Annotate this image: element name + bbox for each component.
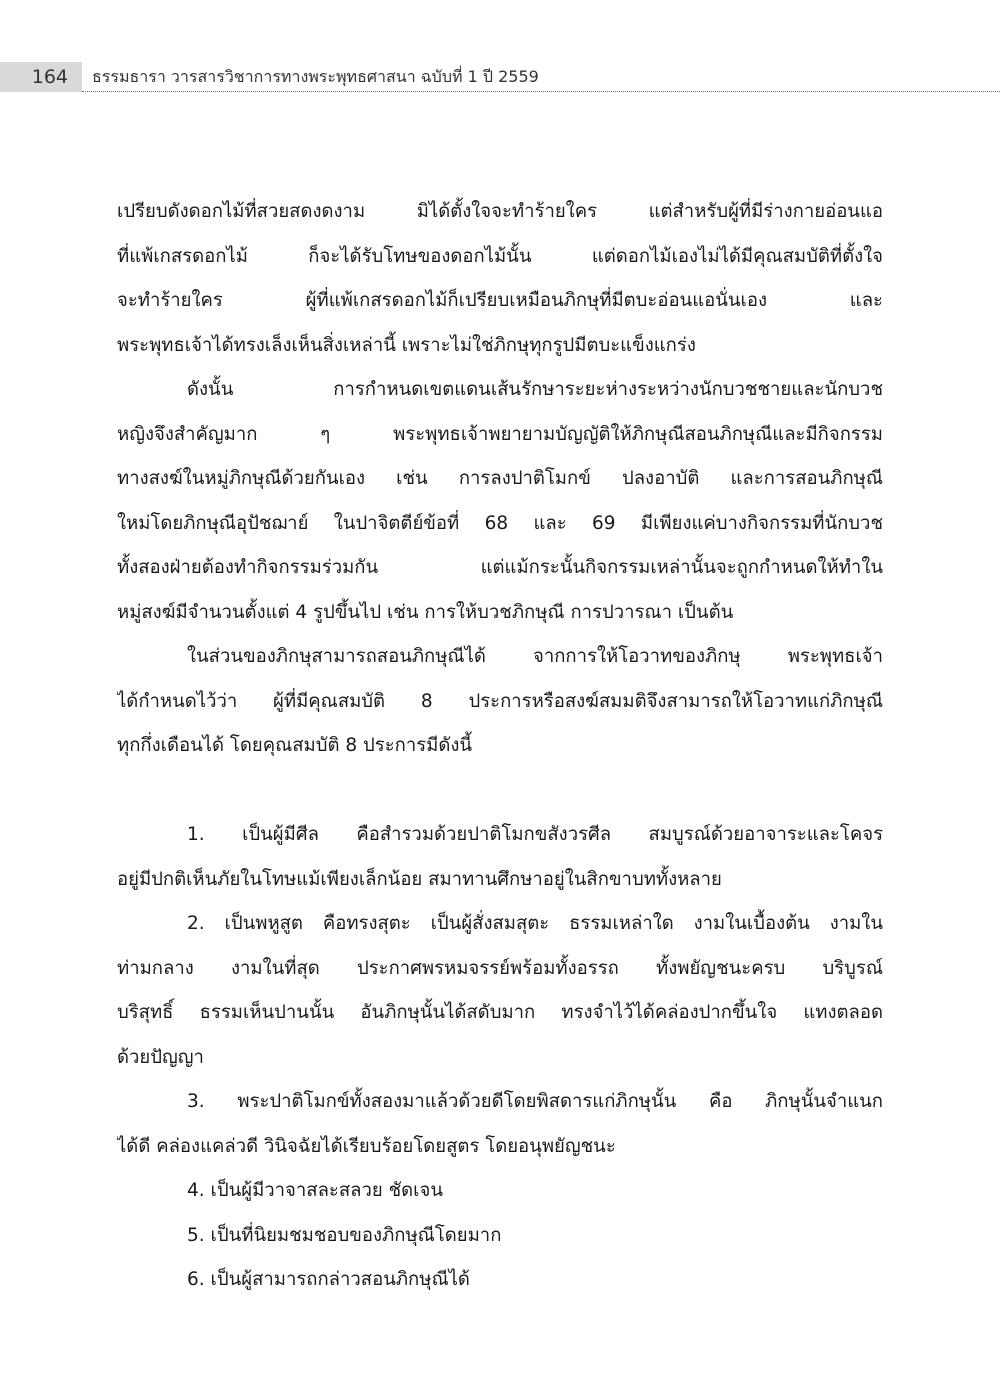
text-line: อยู่มีปกติเห็นภัยในโทษแม้เพียงเล็กน้อย สมาทานศึกษาอยู่ในสิกขาบททั้งหลาย [117,868,722,890]
text-line: พระพุทธเจ้าได้ทรงเล็งเห็นสิ่งเหล่านี้ เพราะไม่ใช่ภิกษุทุกรูปมีตบะแข็งแกร่ง [117,334,696,356]
text-line: ทุกกึ่งเดือนได้ โดยคุณสมบัติ 8 ประการมีดังนี้ [117,735,473,756]
header-dotted-rule [82,91,1000,92]
text-line: ทางสงฆ์ในหมู่ภิกษุณีด้วยกันเอง เช่น การลงปาติโมกข์ ปลงอาบัติ และการสอนภิกษุณี [117,468,883,489]
paragraph-first-line: ในส่วนของภิกษุสามารถสอนภิกษุณีได้ จากการให้โอวาทของภิกษุ พระพุทธเจ้า [187,646,883,667]
text-line: ทั้งสองฝ่ายต้องทำกิจกรรมร่วมกัน แต่แม้กระนั้นกิจกรรมเหล่านั้นจะถูกกำหนดให้ทำใน [117,557,883,578]
text-line: ที่แพ้เกสรดอกไม้ ก็จะได้รับโทษของดอกไม้นั้น แต่ดอกไม้เองไม่ได้มีคุณสมบัติที่ตั้งใจ [117,245,883,267]
text-line: ท่ามกลาง งามในที่สุด ประกาศพรหมจรรย์พร้อมทั้งอรรถ ทั้งพยัญชนะครบ บริบูรณ์ [117,957,883,979]
journal-title: ธรรมธารา วารสารวิชาการทางพระพุทธศาสนา ฉบับที่ 1 ปี 2559 [92,67,539,86]
text-line: ได้ดี คล่องแคล่วดี วินิจฉัยได้เรียบร้อยโดยสูตร โดยอนุพยัญชนะ [117,1135,616,1157]
list-item-4: 4. เป็นผู้มีวาจาสละสลวย ชัดเจน [187,1180,443,1201]
text-line: ได้กำหนดไว้ว่า ผู้ที่มีคุณสมบัติ 8 ประการหรือสงฆ์สมมติจึงสามารถให้โอวาทแก่ภิกษุณี [117,690,883,712]
text-line: บริสุทธิ์ ธรรมเห็นปานนั้น อันภิกษุนั้นได้สดับมาก ทรงจำไว้ได้คล่องปากขึ้นใจ แทงตลอด [117,1002,883,1023]
text-line: ใหม่โดยภิกษุณีอุปัชฌาย์ ในปาจิตตีย์ข้อที่ 68 และ 69 มีเพียงแค่บางกิจกรรมที่นักบวช [117,512,883,534]
text-line: หมู่สงฆ์มีจำนวนตั้งแต่ 4 รูปขึ้นไป เช่น การให้บวชภิกษุณี การปวารณา เป็นต้น [117,601,734,623]
paragraph-first-line: ดังนั้น การกำหนดเขตแดนเส้นรักษาระยะห่างระหว่างนักบวชชายและนักบวช [187,379,883,400]
text-line: เปรียบดังดอกไม้ที่สวยสดงดงาม มิได้ตั้งใจจะทำร้ายใคร แต่สำหรับผู้ที่มีร่างกายอ่อนแอ [117,201,883,222]
running-header [0,62,1000,94]
body-text [117,190,883,1303]
list-item-5: 5. เป็นที่นิยมชมชอบของภิกษุณีโดยมาก [187,1224,502,1246]
text-line: ด้วยปัญญา [117,1046,204,1068]
list-item-3: 3. พระปาติโมกข์ทั้งสองมาแล้วด้วยดีโดยพิสดารแก่ภิกษุนั้น คือ ภิกษุนั้นจำแนก [187,1091,883,1112]
page-number: 164 [0,62,82,92]
list-item-6: 6. เป็นผู้สามารถกล่าวสอนภิกษุณีได้ [187,1269,470,1290]
text-line: จะทำร้ายใคร ผู้ที่แพ้เกสรดอกไม้ก็เปรียบเหมือนภิกษุที่มีตบะอ่อนแอนั่นเอง และ [117,290,883,311]
paragraph-gap [117,769,883,814]
list-item-1: 1. เป็นผู้มีศีล คือสำรวมด้วยปาติโมกขสังวรศีล สมบูรณ์ด้วยอาจาระและโคจร [187,824,883,845]
list-item-2: 2. เป็นพหูสูต คือทรงสุตะ เป็นผู้สั่งสมสุตะ ธรรมเหล่าใด งามในเบื้องต้น งามใน [187,913,883,934]
text-line: หญิงจึงสำคัญมาก ๆ พระพุทธเจ้าพยายามบัญญัติให้ภิกษุณีสอนภิกษุณีและมีกิจกรรม [117,423,883,445]
